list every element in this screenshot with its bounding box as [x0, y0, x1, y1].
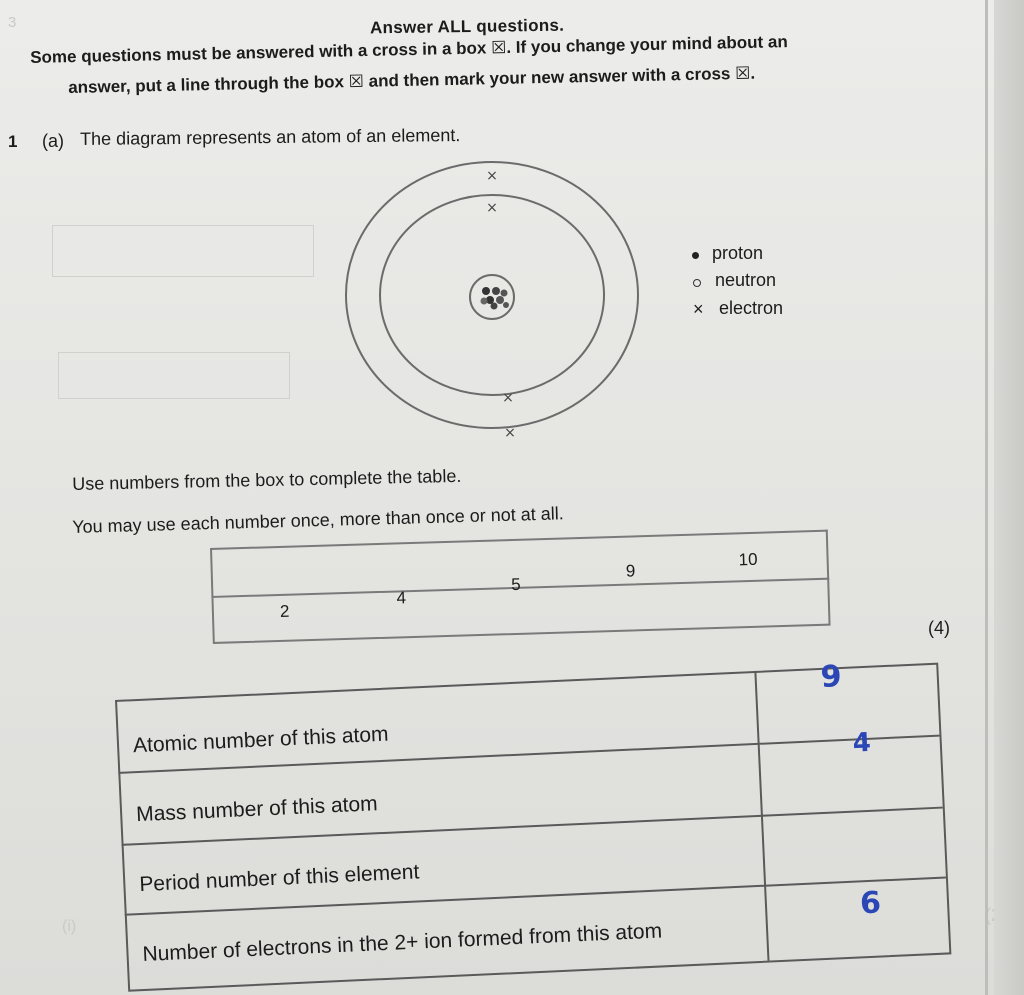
show-through-box — [58, 352, 290, 399]
show-through-text: (i) — [62, 918, 77, 935]
proton-icon — [692, 252, 699, 259]
row-answer[interactable]: 6 — [859, 885, 882, 922]
legend-proton: proton — [712, 243, 764, 263]
question-number: 1 — [8, 132, 18, 151]
row-label: Atomic number of this atom — [132, 722, 389, 758]
question-part: (a) — [42, 131, 64, 151]
row-label: Number of electrons in the 2+ ion formed from this atom — [142, 919, 663, 966]
electron-mark: × — [504, 425, 516, 441]
atom-diagram — [320, 155, 650, 455]
page-margin — [994, 0, 1024, 995]
number-box — [210, 530, 829, 642]
marks-label: (4) — [928, 618, 950, 638]
table-instruction-1: Use numbers from the box to complete the table. — [72, 465, 462, 494]
number-option: 2 — [279, 601, 290, 621]
row-label: Mass number of this atom — [135, 792, 379, 827]
legend-electron: electron — [719, 298, 784, 318]
instruction-line-1: Some questions must be answered with a cross in a box ☒. If you change your mind about an — [30, 32, 788, 67]
nucleus-particles — [481, 287, 510, 310]
legend-neutron: neutron — [715, 270, 777, 290]
section-heading: Answer ALL questions. — [369, 15, 565, 38]
row-label: Period number of this element — [138, 860, 420, 897]
number-option: 9 — [625, 561, 636, 581]
row-answer[interactable]: 9 — [819, 659, 843, 695]
electron-mark: × — [502, 390, 514, 406]
show-through-box — [52, 225, 314, 277]
number-option: 10 — [738, 549, 758, 570]
neutron-icon — [693, 279, 701, 287]
table-instruction-2: You may use each number once, more than once or not at all. — [72, 503, 565, 537]
question-text: The diagram represents an atom of an element. — [80, 125, 461, 149]
instruction-line-2: answer, put a line through the box ☒ and then mark your new answer with a cross ☒. — [68, 63, 756, 97]
row-answer[interactable]: 4 — [852, 727, 872, 759]
electron-icon: × — [693, 299, 704, 319]
number-option: 5 — [510, 574, 521, 595]
electron-mark: × — [486, 200, 498, 216]
page-edge — [985, 0, 988, 995]
electron-mark: × — [486, 168, 498, 184]
answer-table — [115, 659, 967, 990]
number-option: 4 — [396, 588, 407, 608]
inner-shell — [380, 195, 604, 395]
show-through-text: 3 — [8, 14, 17, 31]
